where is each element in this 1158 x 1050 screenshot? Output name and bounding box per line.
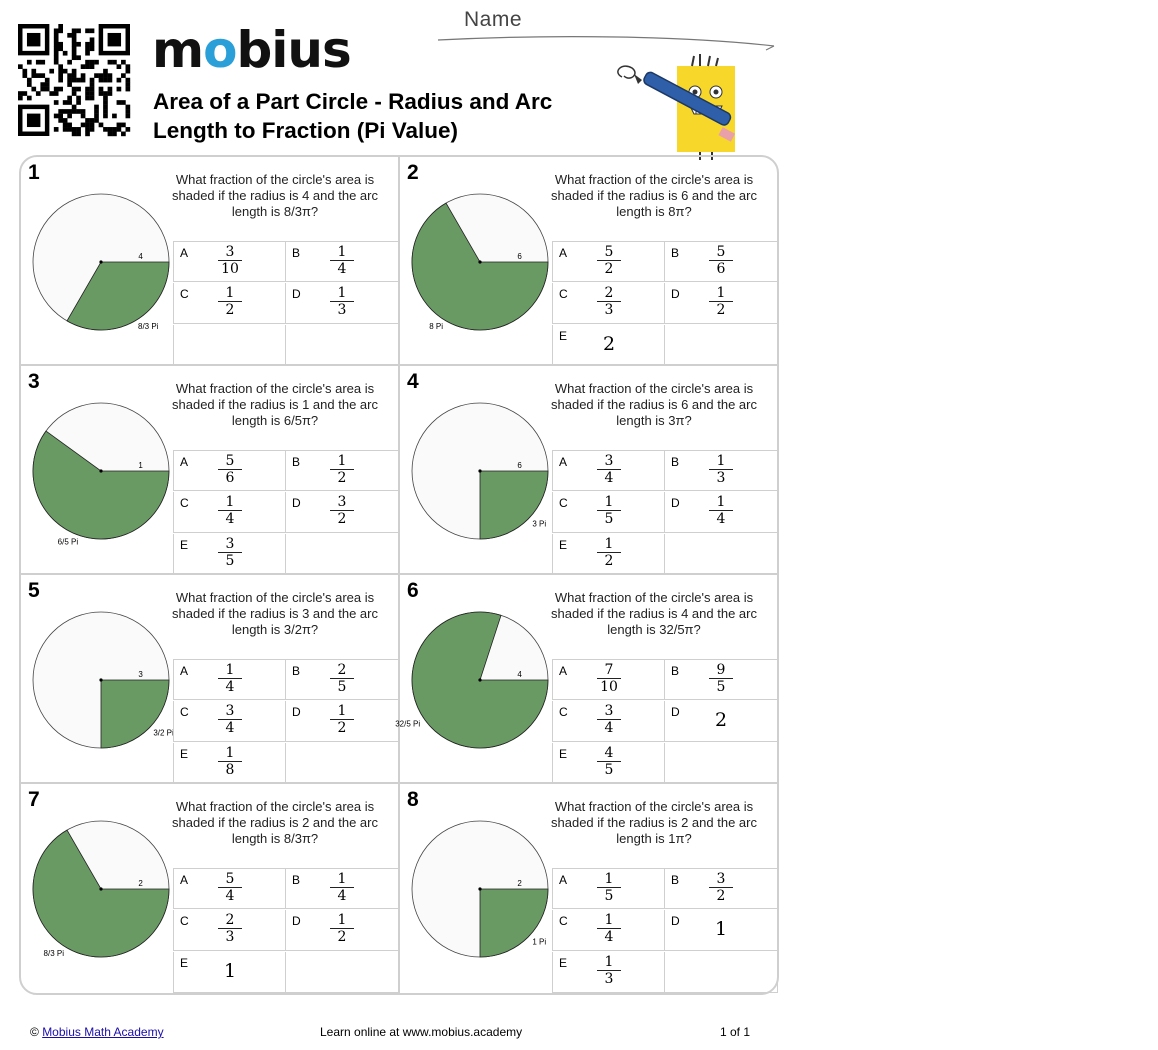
answer-option-e[interactable] bbox=[552, 325, 665, 366]
answer-option-empty bbox=[665, 743, 778, 784]
question-text: What fraction of the circle's area is shaded if the radius is 6 and the arc length is 8π? bbox=[551, 172, 757, 219]
question-text: What fraction of the circle's area is shaded if the radius is 2 and the arc length is 1π? bbox=[551, 799, 757, 846]
question-cell bbox=[21, 784, 400, 993]
fraction-denominator: 2 bbox=[330, 719, 354, 736]
option-fraction bbox=[597, 453, 621, 486]
fraction-denominator: 2 bbox=[330, 928, 354, 945]
option-fraction bbox=[218, 745, 242, 778]
answer-option-e[interactable] bbox=[173, 743, 286, 784]
answer-option-a[interactable] bbox=[552, 241, 665, 282]
fraction-numerator: 5 bbox=[225, 871, 235, 887]
fraction-numerator: 5 bbox=[604, 244, 614, 260]
question-grid bbox=[19, 155, 779, 995]
question-text: What fraction of the circle's area is shaded if the radius is 1 and the arc length is 6/5π? bbox=[172, 381, 378, 428]
option-letter: D bbox=[292, 705, 301, 719]
option-fraction bbox=[597, 536, 621, 569]
option-fraction bbox=[218, 871, 242, 904]
fraction-numerator: 3 bbox=[225, 244, 235, 260]
answer-option-a[interactable] bbox=[552, 659, 665, 700]
circle-diagram bbox=[26, 814, 176, 974]
question-number: 1 bbox=[28, 161, 40, 184]
radius-label: 4 bbox=[138, 252, 143, 261]
fraction-numerator: 2 bbox=[337, 662, 347, 678]
fraction-denominator: 4 bbox=[218, 719, 242, 736]
fraction-denominator: 5 bbox=[330, 678, 354, 695]
option-fraction bbox=[597, 285, 621, 318]
arc-length-label: 3 Pi bbox=[532, 519, 547, 529]
question-number: 2 bbox=[407, 161, 419, 184]
fraction-numerator: 1 bbox=[337, 453, 347, 469]
shaded-sector bbox=[101, 680, 169, 748]
option-letter: C bbox=[559, 914, 568, 928]
center-point bbox=[99, 469, 102, 472]
option-fraction bbox=[597, 494, 621, 527]
option-fraction bbox=[218, 912, 242, 945]
option-fraction bbox=[597, 871, 621, 904]
option-letter: E bbox=[180, 538, 189, 552]
option-fraction bbox=[218, 244, 242, 277]
answer-options bbox=[552, 450, 1158, 575]
option-letter: C bbox=[180, 914, 189, 928]
question-cell bbox=[395, 575, 779, 784]
radius-label: 2 bbox=[517, 879, 522, 888]
option-fraction bbox=[597, 954, 621, 987]
fraction-numerator: 3 bbox=[716, 871, 726, 887]
fraction-numerator: 1 bbox=[225, 745, 235, 761]
option-letter: B bbox=[292, 664, 301, 678]
question-cell bbox=[21, 366, 400, 575]
option-letter: E bbox=[559, 747, 568, 761]
fraction-denominator: 10 bbox=[218, 260, 242, 277]
option-letter: A bbox=[559, 455, 568, 469]
center-point bbox=[478, 678, 481, 681]
option-fraction bbox=[709, 453, 733, 486]
answer-option-b[interactable] bbox=[286, 241, 399, 282]
center-point bbox=[99, 260, 102, 263]
option-letter: E bbox=[559, 538, 568, 552]
answer-option-d[interactable] bbox=[286, 910, 399, 951]
option-letter: C bbox=[559, 287, 568, 301]
fraction-denominator: 3 bbox=[597, 301, 621, 318]
option-fraction bbox=[330, 494, 354, 527]
fraction-denominator: 5 bbox=[597, 761, 621, 778]
fraction-denominator: 5 bbox=[597, 510, 621, 527]
answer-option-e[interactable] bbox=[173, 952, 286, 993]
question-number: 7 bbox=[28, 788, 40, 811]
option-fraction bbox=[218, 536, 242, 569]
fraction-denominator: 5 bbox=[218, 552, 242, 569]
fraction-numerator: 1 bbox=[716, 285, 726, 301]
fraction-denominator: 4 bbox=[218, 510, 242, 527]
center-point bbox=[99, 887, 102, 890]
arc-length-label: 1 Pi bbox=[532, 937, 547, 947]
copyright-symbol: © bbox=[30, 1025, 39, 1039]
shaded-sector bbox=[480, 889, 548, 957]
option-letter: A bbox=[559, 873, 568, 887]
circle-diagram bbox=[405, 396, 555, 556]
answer-option-a[interactable] bbox=[173, 450, 286, 491]
option-letter: A bbox=[180, 664, 189, 678]
fraction-denominator: 4 bbox=[597, 928, 621, 945]
answer-option-d[interactable] bbox=[665, 910, 778, 951]
fraction-denominator: 2 bbox=[330, 469, 354, 486]
option-value: 2 bbox=[714, 709, 728, 731]
answer-option-e[interactable] bbox=[552, 534, 665, 575]
answer-option-a[interactable] bbox=[173, 241, 286, 282]
fraction-numerator: 1 bbox=[604, 871, 614, 887]
page-title: Area of a Part Circle - Radius and Arc Length to Fraction (Pi Value) bbox=[153, 89, 553, 143]
radius-label: 1 bbox=[138, 461, 143, 470]
answer-option-a[interactable] bbox=[173, 868, 286, 909]
fraction-denominator: 3 bbox=[709, 469, 733, 486]
fraction-denominator: 4 bbox=[597, 719, 621, 736]
option-fraction bbox=[597, 912, 621, 945]
option-letter: E bbox=[180, 956, 189, 970]
question-cell bbox=[400, 784, 779, 993]
question-cell bbox=[21, 157, 400, 366]
fraction-numerator: 1 bbox=[716, 453, 726, 469]
mascot-illustration bbox=[612, 52, 747, 160]
center-point bbox=[99, 678, 102, 681]
center-point bbox=[478, 887, 481, 890]
fraction-numerator: 2 bbox=[225, 912, 235, 928]
answer-option-b[interactable] bbox=[665, 868, 778, 909]
fraction-numerator: 1 bbox=[337, 285, 347, 301]
fraction-numerator: 7 bbox=[604, 662, 614, 678]
option-fraction bbox=[330, 285, 354, 318]
radius-label: 4 bbox=[517, 670, 522, 679]
option-fraction bbox=[597, 662, 621, 695]
footer-copyright bbox=[30, 1025, 164, 1039]
circle-diagram bbox=[395, 605, 555, 765]
option-fraction bbox=[330, 453, 354, 486]
center-point bbox=[478, 260, 481, 263]
answer-option-e[interactable] bbox=[173, 534, 286, 575]
answer-option-d[interactable] bbox=[665, 492, 778, 533]
option-letter: E bbox=[180, 747, 189, 761]
arc-length-label: 32/5 Pi bbox=[395, 719, 421, 729]
footer-page-number: 1 of 1 bbox=[720, 1025, 751, 1039]
fraction-denominator: 4 bbox=[330, 887, 354, 904]
option-letter: A bbox=[180, 246, 189, 260]
option-value: 1 bbox=[223, 960, 237, 982]
fraction-denominator: 4 bbox=[597, 469, 621, 486]
option-letter: C bbox=[180, 496, 189, 510]
option-letter: E bbox=[559, 329, 568, 343]
qr-code bbox=[18, 24, 130, 136]
fraction-numerator: 1 bbox=[337, 871, 347, 887]
question-cell bbox=[21, 575, 400, 784]
answer-options bbox=[552, 868, 1158, 993]
answer-option-d[interactable] bbox=[286, 701, 399, 742]
fraction-denominator: 2 bbox=[709, 301, 733, 318]
answer-options bbox=[552, 659, 1158, 784]
question-cell bbox=[400, 366, 779, 575]
fraction-numerator: 3 bbox=[225, 703, 235, 719]
answer-option-empty bbox=[665, 952, 778, 993]
answer-option-b[interactable] bbox=[665, 450, 778, 491]
question-number: 8 bbox=[407, 788, 419, 811]
question-text: What fraction of the circle's area is shaded if the radius is 3 and the arc length is 3/2π? bbox=[172, 590, 378, 637]
option-fraction bbox=[709, 871, 733, 904]
option-fraction bbox=[218, 453, 242, 486]
fraction-denominator: 3 bbox=[330, 301, 354, 318]
question-cell bbox=[400, 157, 779, 366]
option-letter: B bbox=[671, 246, 680, 260]
fraction-denominator: 2 bbox=[330, 510, 354, 527]
fraction-numerator: 1 bbox=[604, 954, 614, 970]
answer-option-empty bbox=[286, 952, 399, 993]
option-letter: D bbox=[292, 914, 301, 928]
fraction-denominator: 2 bbox=[218, 301, 242, 318]
shaded-sector bbox=[480, 471, 548, 539]
option-letter: A bbox=[180, 455, 189, 469]
option-fraction bbox=[218, 285, 242, 318]
arc-length-label: 8/3 Pi bbox=[138, 322, 159, 332]
answer-option-c[interactable] bbox=[552, 492, 665, 533]
fraction-numerator: 1 bbox=[225, 494, 235, 510]
answer-option-c[interactable] bbox=[173, 910, 286, 951]
option-letter: D bbox=[292, 287, 301, 301]
option-fraction bbox=[709, 494, 733, 527]
option-letter: D bbox=[671, 496, 680, 510]
option-letter: C bbox=[180, 705, 189, 719]
arc-length-label: 8 Pi bbox=[429, 322, 443, 332]
radius-label: 6 bbox=[517, 252, 522, 261]
center-point bbox=[478, 469, 481, 472]
option-fraction bbox=[597, 244, 621, 277]
answer-option-d[interactable] bbox=[286, 492, 399, 533]
answer-option-a[interactable] bbox=[552, 450, 665, 491]
fraction-numerator: 1 bbox=[604, 494, 614, 510]
arc-length-label: 3/2 Pi bbox=[153, 728, 174, 738]
question-number: 4 bbox=[407, 370, 419, 393]
question-text: What fraction of the circle's area is shaded if the radius is 4 and the arc length is 8/3π? bbox=[172, 172, 378, 219]
fraction-denominator: 6 bbox=[218, 469, 242, 486]
arc-length-label: 6/5 Pi bbox=[57, 537, 79, 547]
fraction-denominator: 8 bbox=[218, 761, 242, 778]
answer-option-c[interactable] bbox=[173, 492, 286, 533]
option-fraction bbox=[709, 244, 733, 277]
answer-option-b[interactable] bbox=[665, 659, 778, 700]
option-fraction bbox=[597, 703, 621, 736]
option-fraction bbox=[330, 871, 354, 904]
answer-option-empty bbox=[665, 325, 778, 366]
fraction-numerator: 9 bbox=[716, 662, 726, 678]
option-letter: B bbox=[292, 246, 301, 260]
option-fraction bbox=[597, 745, 621, 778]
option-letter: C bbox=[180, 287, 189, 301]
fraction-denominator: 3 bbox=[218, 928, 242, 945]
question-text: What fraction of the circle's area is shaded if the radius is 4 and the arc length is 32/5π? bbox=[551, 590, 757, 637]
option-value: 2 bbox=[602, 333, 616, 355]
answer-option-b[interactable] bbox=[286, 450, 399, 491]
answer-option-c[interactable] bbox=[552, 701, 665, 742]
fraction-denominator: 4 bbox=[709, 510, 733, 527]
option-letter: A bbox=[180, 873, 189, 887]
answer-option-a[interactable] bbox=[173, 659, 286, 700]
answer-option-e[interactable] bbox=[552, 743, 665, 784]
fraction-numerator: 5 bbox=[225, 453, 235, 469]
fraction-numerator: 1 bbox=[604, 536, 614, 552]
fraction-denominator: 2 bbox=[597, 260, 621, 277]
answer-option-d[interactable] bbox=[665, 701, 778, 742]
option-letter: D bbox=[671, 914, 680, 928]
option-fraction bbox=[330, 912, 354, 945]
fraction-numerator: 3 bbox=[604, 703, 614, 719]
fraction-numerator: 1 bbox=[225, 662, 235, 678]
fraction-denominator: 10 bbox=[597, 678, 621, 695]
mobius-logo: mobius bbox=[152, 21, 351, 79]
circle-diagram bbox=[26, 187, 176, 347]
fraction-numerator: 1 bbox=[225, 285, 235, 301]
fraction-denominator: 4 bbox=[218, 678, 242, 695]
option-letter: B bbox=[671, 873, 680, 887]
option-letter: C bbox=[559, 705, 568, 719]
answer-option-e[interactable] bbox=[552, 952, 665, 993]
option-fraction bbox=[709, 662, 733, 695]
answer-option-empty bbox=[173, 325, 286, 366]
answer-option-empty bbox=[286, 325, 399, 366]
fraction-denominator: 3 bbox=[597, 970, 621, 987]
fraction-numerator: 3 bbox=[337, 494, 347, 510]
fraction-denominator: 5 bbox=[709, 678, 733, 695]
question-text: What fraction of the circle's area is shaded if the radius is 2 and the arc length is 8/3π? bbox=[172, 799, 378, 846]
circle-diagram bbox=[405, 187, 555, 347]
question-text: What fraction of the circle's area is shaded if the radius is 6 and the arc length is 3π? bbox=[551, 381, 757, 428]
option-fraction bbox=[218, 703, 242, 736]
answer-option-empty bbox=[286, 534, 399, 575]
option-letter: E bbox=[559, 956, 568, 970]
option-letter: C bbox=[559, 496, 568, 510]
option-fraction bbox=[218, 494, 242, 527]
question-number: 6 bbox=[407, 579, 419, 602]
arc-length-label: 8/3 Pi bbox=[43, 949, 64, 959]
name-label: Name bbox=[464, 8, 523, 31]
option-letter: D bbox=[292, 496, 301, 510]
radius-label: 2 bbox=[138, 879, 143, 888]
circle-diagram bbox=[26, 605, 176, 765]
fraction-numerator: 2 bbox=[604, 285, 614, 301]
option-letter: B bbox=[671, 455, 680, 469]
option-fraction bbox=[709, 285, 733, 318]
answer-option-c[interactable] bbox=[552, 283, 665, 324]
circle-diagram bbox=[405, 814, 555, 974]
answer-option-c[interactable] bbox=[173, 283, 286, 324]
answer-options bbox=[552, 241, 1158, 366]
fraction-numerator: 1 bbox=[337, 703, 347, 719]
answer-option-empty bbox=[286, 743, 399, 784]
fraction-numerator: 1 bbox=[604, 912, 614, 928]
mobius-academy-link[interactable]: Mobius Math Academy bbox=[42, 1025, 164, 1039]
question-number: 3 bbox=[28, 370, 40, 393]
fraction-denominator: 5 bbox=[597, 887, 621, 904]
fraction-denominator: 6 bbox=[709, 260, 733, 277]
fraction-numerator: 1 bbox=[337, 244, 347, 260]
answer-option-d[interactable] bbox=[286, 283, 399, 324]
option-fraction bbox=[218, 662, 242, 695]
answer-option-c[interactable] bbox=[173, 701, 286, 742]
option-letter: D bbox=[671, 705, 680, 719]
fraction-numerator: 1 bbox=[337, 912, 347, 928]
answer-option-c[interactable] bbox=[552, 910, 665, 951]
option-fraction bbox=[330, 703, 354, 736]
answer-option-empty bbox=[665, 534, 778, 575]
answer-option-a[interactable] bbox=[552, 868, 665, 909]
footer-learn-online: Learn online at www.mobius.academy bbox=[320, 1025, 523, 1039]
option-letter: B bbox=[292, 455, 301, 469]
option-letter: A bbox=[559, 664, 568, 678]
fraction-numerator: 4 bbox=[604, 745, 614, 761]
fraction-numerator: 3 bbox=[604, 453, 614, 469]
option-letter: B bbox=[671, 664, 680, 678]
option-letter: A bbox=[559, 246, 568, 260]
fraction-numerator: 3 bbox=[225, 536, 235, 552]
radius-label: 6 bbox=[517, 461, 522, 470]
fraction-denominator: 4 bbox=[218, 887, 242, 904]
answer-option-b[interactable] bbox=[286, 868, 399, 909]
fraction-denominator: 2 bbox=[597, 552, 621, 569]
answer-option-b[interactable] bbox=[665, 241, 778, 282]
fraction-numerator: 1 bbox=[716, 494, 726, 510]
circle-diagram bbox=[26, 396, 176, 556]
answer-option-b[interactable] bbox=[286, 659, 399, 700]
fraction-denominator: 4 bbox=[330, 260, 354, 277]
radius-label: 3 bbox=[138, 670, 143, 679]
option-fraction bbox=[330, 244, 354, 277]
option-letter: D bbox=[671, 287, 680, 301]
fraction-numerator: 5 bbox=[716, 244, 726, 260]
fraction-denominator: 2 bbox=[709, 887, 733, 904]
option-letter: B bbox=[292, 873, 301, 887]
question-number: 5 bbox=[28, 579, 40, 602]
answer-option-d[interactable] bbox=[665, 283, 778, 324]
option-value: 1 bbox=[714, 918, 728, 940]
option-fraction bbox=[330, 662, 354, 695]
